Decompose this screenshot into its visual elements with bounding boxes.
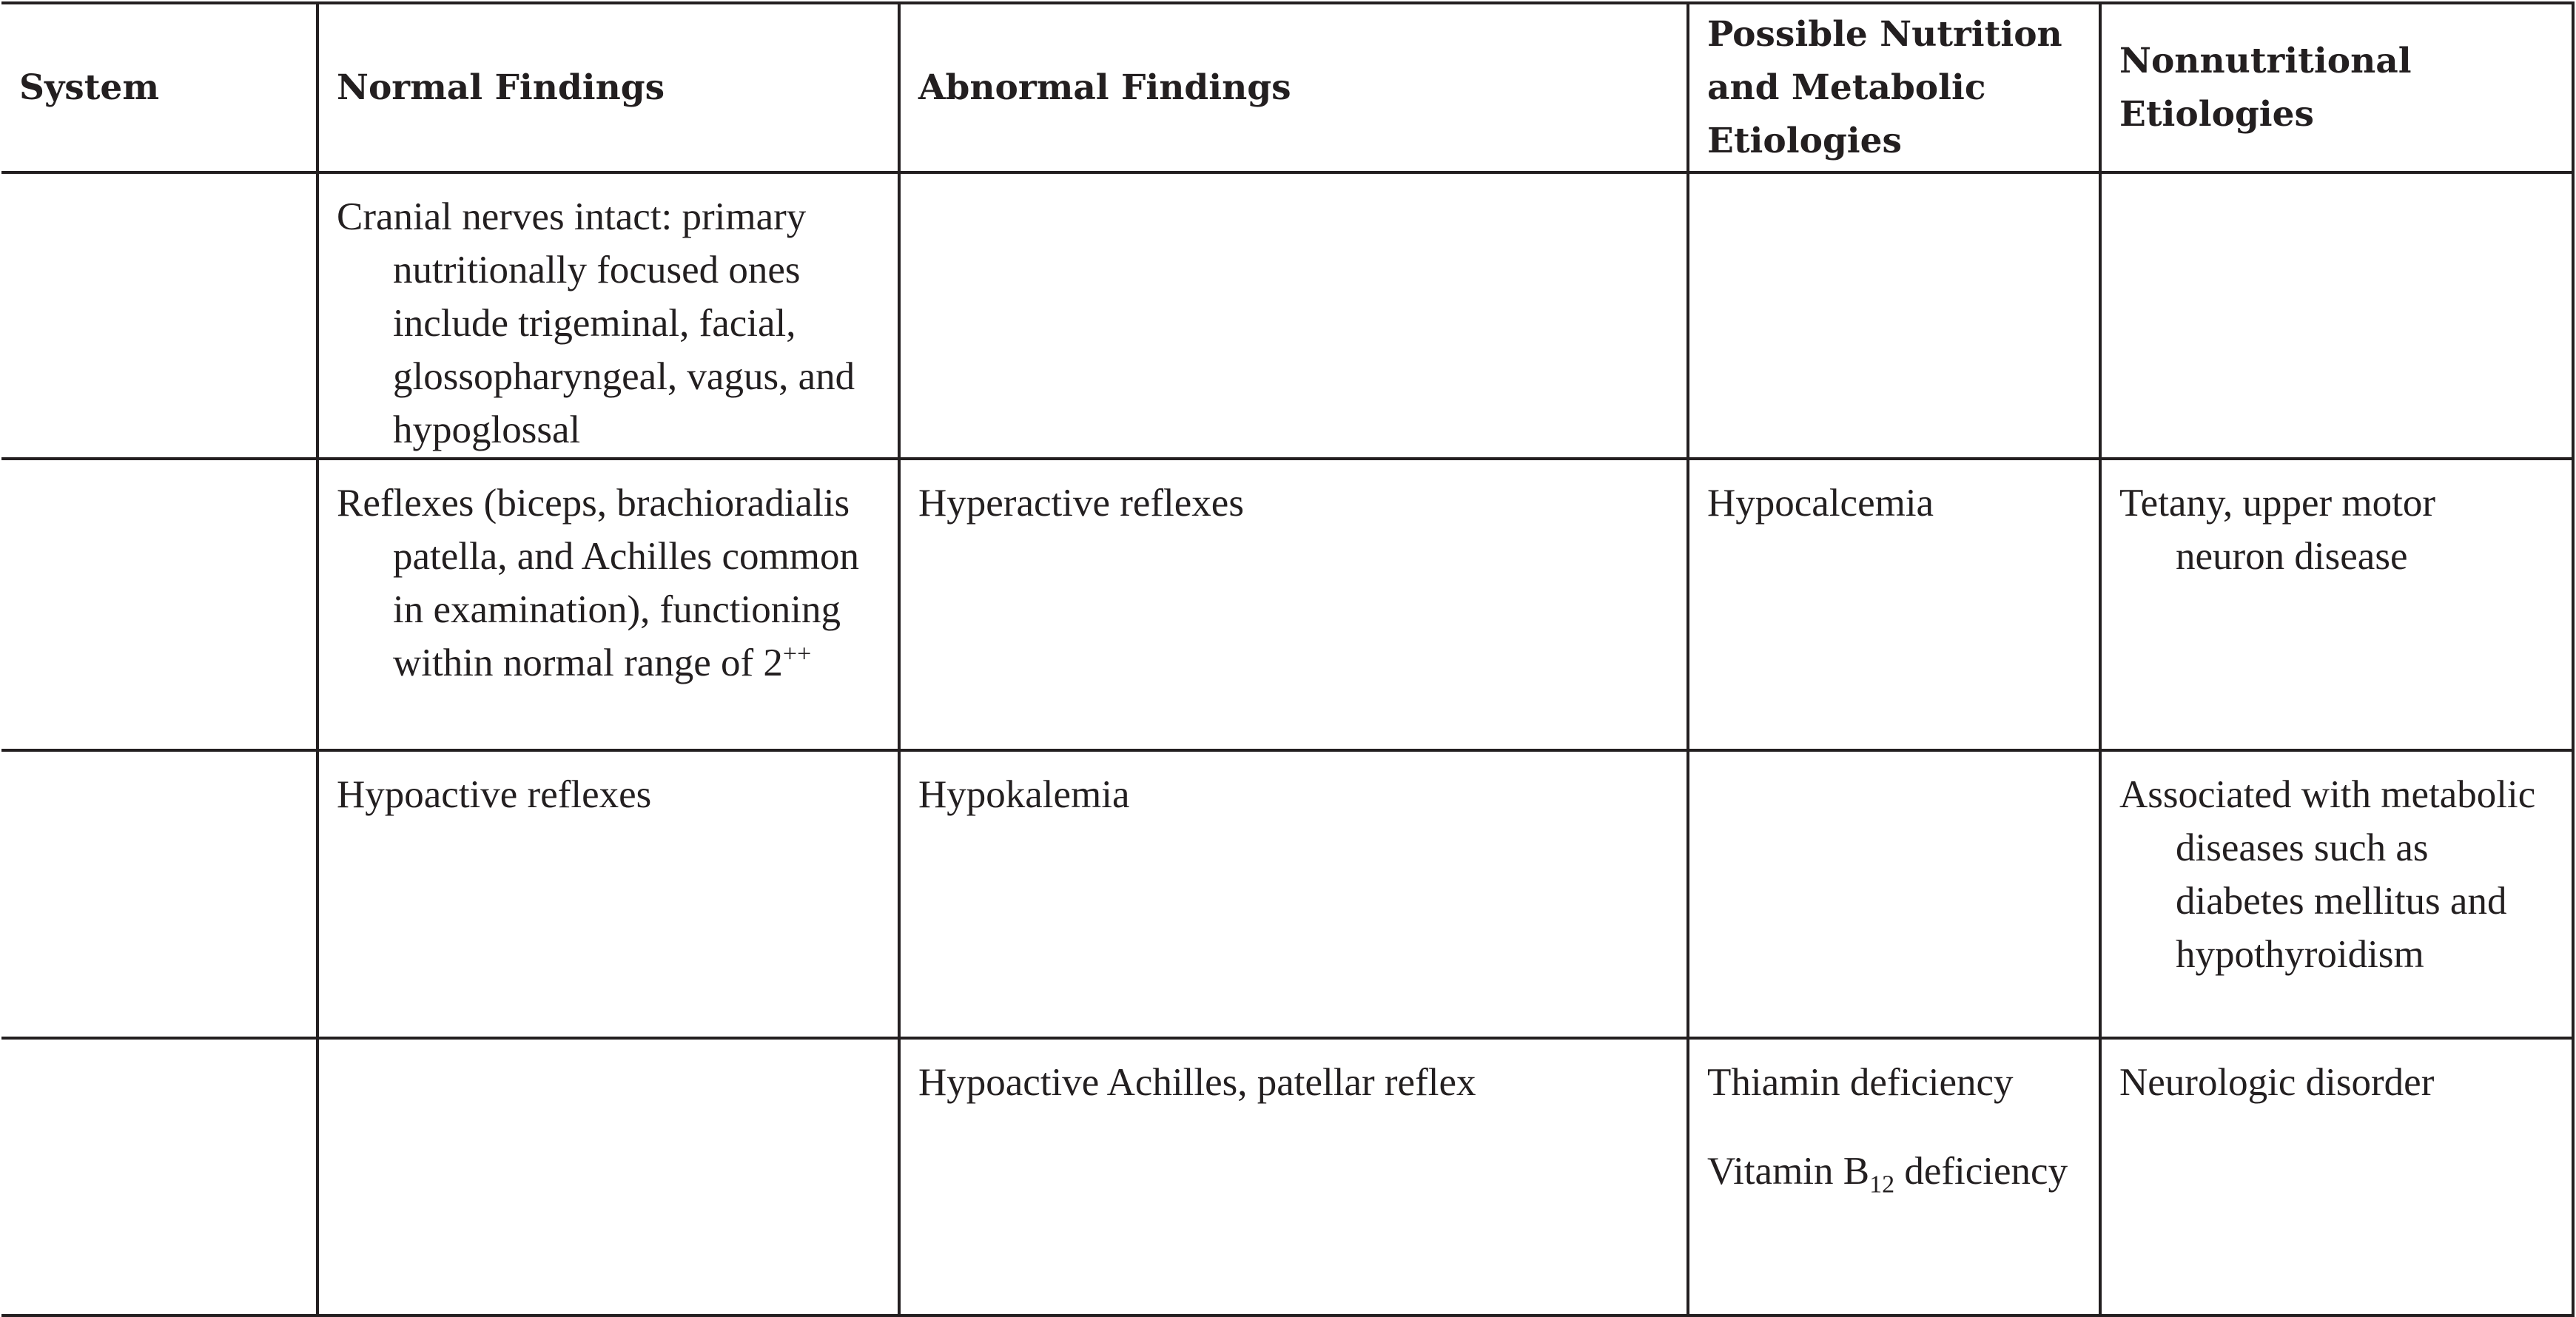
normal-superscript: ++	[782, 640, 812, 668]
normal-text: Reflexes (biceps, brachioradialis patella, and Achilles common in examination), functioning within normal range of 2	[337, 482, 859, 684]
table-row	[1, 1038, 2573, 1316]
cell-nutrition-entry: Thiamin deficiency	[1707, 1061, 2014, 1104]
cell-nutrition-entry	[1707, 1145, 2081, 1198]
header-abnormal-findings: Abnormal Findings	[899, 3, 1688, 172]
table-row	[1, 750, 2573, 1038]
cell-nonnutritional	[2100, 172, 2573, 459]
vitamin-subscript: 12	[1869, 1171, 1895, 1199]
table-row	[1, 172, 2573, 459]
cell-system	[1, 172, 317, 459]
cell-normal-text: Cranial nerves intact: primary nutritionally focused ones include trigeminal, facial, glossopharyngeal, vagus, and hypoglossal	[337, 195, 855, 451]
cell-nutrition	[1688, 172, 2100, 459]
vitamin-text: Vitamin B	[1707, 1150, 1870, 1193]
cell-abnormal	[899, 459, 1688, 750]
cell-nutrition	[1688, 750, 2100, 1038]
cell-system	[1, 1038, 317, 1316]
cell-normal-text	[337, 476, 880, 690]
header-row	[1, 3, 2573, 172]
cell-system	[1, 750, 317, 1038]
cell-system	[1, 459, 317, 750]
cell-normal-text: Hypoactive reflexes	[337, 773, 652, 816]
header-system: System	[1, 3, 317, 172]
cell-abnormal	[899, 172, 1688, 459]
cell-nonnutritional-text: Neurologic disorder	[2119, 1061, 2435, 1104]
cell-nutrition-text: Hypocalcemia	[1707, 482, 1934, 525]
header-normal-findings: Normal Findings	[317, 3, 899, 172]
findings-table	[1, 1, 2575, 1317]
cell-abnormal-text: Hypoactive Achilles, patellar reflex	[918, 1061, 1476, 1104]
cell-nutrition	[1688, 1038, 2100, 1316]
cell-abnormal-text: Hypokalemia	[918, 773, 1130, 816]
cell-nonnutritional-text: Associated with metabolic diseases such as diabetes mellitus and hypothyroidism	[2119, 773, 2536, 976]
cell-nonnutritional	[2100, 459, 2573, 750]
cell-abnormal-text: Hyperactive reflexes	[918, 482, 1244, 525]
cell-normal	[317, 459, 899, 750]
cell-nonnutritional	[2100, 750, 2573, 1038]
table-row	[1, 459, 2573, 750]
cell-nutrition	[1688, 459, 2100, 750]
header-nonnutritional-etiologies: Nonnutritional Etiologies	[2100, 3, 2573, 172]
cell-abnormal	[899, 750, 1688, 1038]
header-nutrition-etiologies: Possible Nutrition and Metabolic Etiologies	[1688, 3, 2100, 172]
cell-nonnutritional	[2100, 1038, 2573, 1316]
cell-abnormal	[899, 1038, 1688, 1316]
cell-normal	[317, 1038, 899, 1316]
cell-normal	[317, 750, 899, 1038]
cell-normal	[317, 172, 899, 459]
cell-nonnutritional-text: Tetany, upper motor neuron disease	[2119, 482, 2436, 578]
vitamin-rest: deficiency	[1894, 1150, 2068, 1193]
